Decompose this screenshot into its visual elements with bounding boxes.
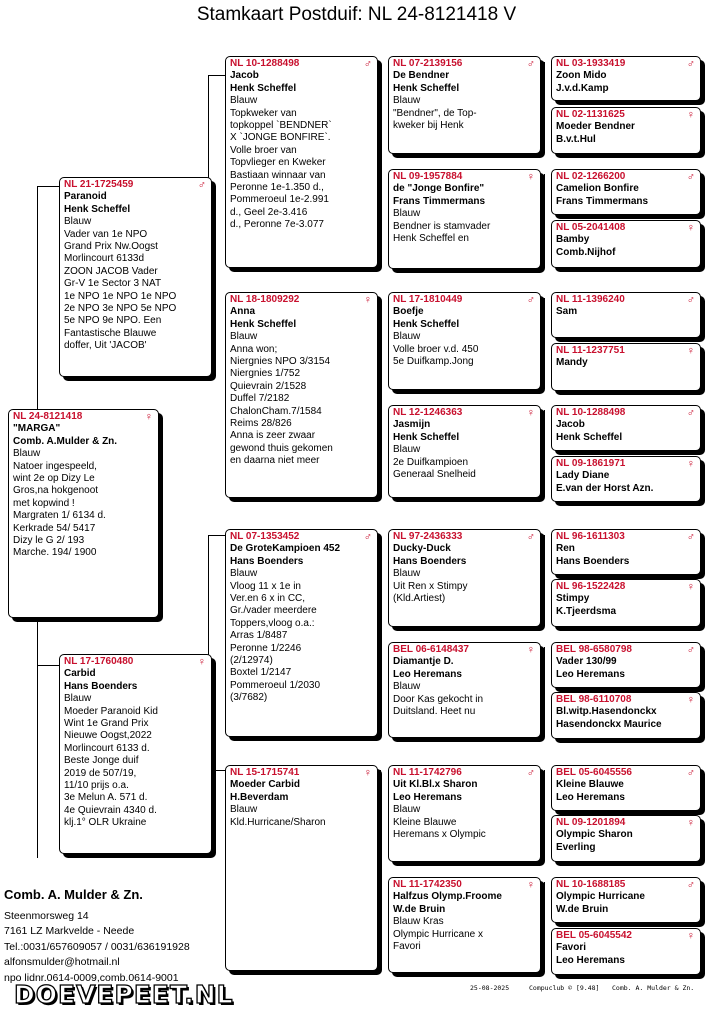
- connector: [208, 535, 225, 536]
- pigeon-card-gggp-6[interactable]: [551, 343, 701, 391]
- ring-number: NL 10-1688185: [556, 879, 626, 890]
- pigeon-description: Bendner is stamvader Henk Scheffel en: [393, 220, 491, 245]
- page-title: Stamkaart Postduif: NL 24-8121418 V: [196, 4, 517, 25]
- pigeon-name: Bl.witp.Hasendonckx: [556, 706, 657, 718]
- pigeon-card-gggp-16[interactable]: [551, 928, 701, 975]
- pigeon-owner: Leo Heremans: [556, 954, 625, 966]
- ring-number: NL 21-1725459: [64, 179, 134, 190]
- pigeon-owner: Hans Boenders: [64, 680, 138, 692]
- ring-number: NL 10-1288498: [556, 407, 626, 418]
- pigeon-name: Halfzus Olymp.Froome: [393, 891, 502, 903]
- connector: [208, 75, 225, 76]
- sex-symbol: ♀: [526, 879, 535, 891]
- pigeon-owner: Hans Boenders: [393, 555, 467, 567]
- pigeon-name: Camelion Bonfire: [556, 183, 639, 195]
- pigeon-name: Ducky-Duck: [393, 543, 451, 555]
- sex-symbol: ♀: [686, 222, 695, 234]
- pigeon-description: Natoer ingespeeld, wint 2e op Dizy Le Gros,na hokgenoot met kopwind ! Margraten 1/ 6134 d. Kerkrade 54/ 5417 Dizy le G 2/ 193 Marche. 194/ 1900: [13, 460, 106, 559]
- ring-number: BEL 98-6110708: [556, 694, 632, 705]
- footer-software: Compuclub © [9.48]: [529, 984, 600, 992]
- pigeon-owner: Henk Scheffel: [230, 82, 297, 94]
- ring-number: NL 05-2041408: [556, 222, 626, 233]
- pigeon-card-ggp-6[interactable]: [388, 642, 541, 738]
- pigeon-owner: Henk Scheffel: [393, 318, 460, 330]
- connector: [544, 298, 545, 346]
- sex-symbol: ♂: [686, 407, 695, 419]
- pigeon-color: Blauw: [393, 681, 421, 693]
- connector: [37, 186, 38, 412]
- connector: [544, 647, 545, 695]
- pigeon-name: Kleine Blauwe: [556, 779, 624, 791]
- pigeon-owner: Henk Scheffel: [230, 318, 297, 330]
- pigeon-color: Blauw: [64, 693, 92, 705]
- pigeon-name: De GroteKampioen 452: [230, 543, 341, 555]
- pigeon-description: Volle broer v.d. 450 5e Duifkamp.Jong: [393, 343, 479, 368]
- connector: [544, 410, 545, 458]
- pigeon-name: Anna: [230, 306, 255, 318]
- pigeon-owner: Leo Heremans: [556, 668, 625, 680]
- pigeon-name: Diamantje D.: [393, 656, 454, 668]
- sex-symbol: ♂: [526, 294, 535, 306]
- pigeon-card-gggp-9[interactable]: [551, 529, 701, 575]
- sex-symbol: ♀: [526, 171, 535, 183]
- pigeon-description: "Bendner", de Top- kweker bij Henk: [393, 107, 477, 132]
- pigeon-card-gf-maternal[interactable]: [225, 529, 378, 737]
- ring-number: NL 11-1237751: [556, 345, 625, 356]
- breeder-club: Comb. A. Mulder & Zn.: [4, 887, 143, 902]
- pigeon-card-gggp-5[interactable]: [551, 292, 701, 338]
- sex-symbol: ♂: [686, 531, 695, 543]
- breeder-info: [4, 887, 219, 986]
- pigeon-card-gm-paternal[interactable]: [225, 292, 378, 498]
- pigeon-card-gggp-11[interactable]: [551, 642, 701, 688]
- ring-number: NL 24-8121418: [13, 411, 83, 422]
- ring-number: BEL 98-6580798: [556, 644, 632, 655]
- pigeon-description: Anna won; Niergnies NPO 3/3154 Niergnies 1/752 Quievrain 2/1528 Duffel 7/2182 ChalonCham.7/1584 Reims 28/826 Anna is zeer zwaar gewond thuis gekomen en daarna niet meer: [230, 343, 333, 467]
- sex-symbol: ♂: [363, 58, 372, 70]
- connector: [544, 174, 545, 222]
- pigeon-owner: E.van der Horst Azn.: [556, 482, 654, 494]
- pigeon-color: Blauw: [393, 331, 421, 343]
- connector: [380, 298, 381, 408]
- ring-number: NL 11-1396240: [556, 294, 625, 305]
- ring-number: NL 02-1131625: [556, 109, 625, 120]
- sex-symbol: ♀: [686, 930, 695, 942]
- breeder-npo: npo lidnr.0614-0009,comb.0614-9001: [4, 971, 179, 984]
- pigeon-color: Blauw: [64, 216, 92, 228]
- pigeon-name: Bamby: [556, 234, 590, 246]
- doevepeet-logo: DOEVEPEET.NL: [14, 980, 234, 1009]
- pigeon-card-ggp-4[interactable]: [388, 405, 541, 498]
- pigeon-owner: Frans Timmermans: [556, 195, 649, 207]
- pigeon-card-gggp-1[interactable]: [551, 56, 701, 101]
- sex-symbol: ♂: [686, 644, 695, 656]
- sex-symbol: ♀: [686, 581, 695, 593]
- pigeon-description: Uit Ren x Stimpy (Kld.Artiest): [393, 580, 468, 605]
- pigeon-name: Ren: [556, 543, 575, 555]
- pigeon-color: Blauw: [230, 568, 258, 580]
- sex-symbol: ♀: [686, 345, 695, 357]
- sex-symbol: ♀: [144, 411, 153, 423]
- sex-symbol: ♂: [686, 767, 695, 779]
- sex-symbol: ♀: [197, 656, 206, 668]
- ring-number: NL 09-1201894: [556, 817, 626, 828]
- pigeon-name: Zoon Mido: [556, 70, 607, 82]
- sex-symbol: ♀: [363, 767, 372, 779]
- pigeon-owner: J.v.d.Kamp: [556, 82, 609, 94]
- pigeon-name: Jacob: [230, 70, 259, 82]
- connector: [380, 535, 381, 645]
- connector: [544, 62, 545, 110]
- connector: [37, 618, 38, 858]
- sex-symbol: ♂: [197, 179, 206, 191]
- pigeon-card-ggp-2[interactable]: [388, 169, 541, 269]
- sex-symbol: ♀: [686, 817, 695, 829]
- breeder-street: Steenmorsweg 14: [4, 909, 89, 922]
- pigeon-name: Olympic Sharon: [556, 829, 633, 841]
- pigeon-owner: Leo Heremans: [393, 791, 462, 803]
- sex-symbol: ♂: [686, 171, 695, 183]
- pigeon-name: Jacob: [556, 419, 585, 431]
- pigeon-card-gggp-14[interactable]: [551, 815, 701, 862]
- sex-symbol: ♂: [686, 879, 695, 891]
- pigeon-color: Blauw: [13, 448, 41, 460]
- sex-symbol: ♂: [686, 58, 695, 70]
- pigeon-color: Blauw: [230, 331, 258, 343]
- ring-number: NL 09-1957884: [393, 171, 463, 182]
- pigeon-description: Vloog 11 x 1e in Ver.en 6 x in CC, Gr./vader meerdere Toppers,vloog o.a.: Arras 1/8487 Peronne 1/2246 (2/12974) Boxtel 1/2147 Pommeroeul 1/2030 (3/7682): [230, 580, 321, 704]
- sex-symbol: ♂: [363, 531, 372, 543]
- pigeon-color: Blauw: [393, 804, 421, 816]
- ring-number: NL 07-1353452: [230, 531, 300, 542]
- ring-number: NL 96-1611303: [556, 531, 625, 542]
- sex-symbol: ♀: [526, 407, 535, 419]
- ring-number: NL 10-1288498: [230, 58, 300, 69]
- pigeon-card-father[interactable]: [59, 177, 212, 377]
- ring-number: NL 18-1809292: [230, 294, 300, 305]
- pigeon-description: Topkweker van topkoppel `BENDNER` X `JONGE BONFIRE`. Volle broer van Topvlieger en Kweker Bastiaan winnaar van Peronne 1e-1.350 d., Pommeroeul 1e-2.991 d., Geel 2e-3.416 d., Peronne 7e-3.077: [230, 107, 332, 231]
- pigeon-name: Moeder Bendner: [556, 121, 635, 133]
- pigeon-color: Blauw: [393, 208, 421, 220]
- pigeon-name: Jasmijn: [393, 419, 431, 431]
- pigeon-description: Moeder Paranoid Kid Wint 1e Grand Prix Nieuwe Oogst,2022 Morlincourt 6133 d. Beste Jonge duif 2019 de 507/19, 11/10 prijs o.a. 3e Melun A. 571 d. 4e Quievrain 4340 d. klj.1° OLR Ukraine: [64, 705, 158, 829]
- ring-number: NL 09-1861971: [556, 458, 626, 469]
- sex-symbol: ♂: [686, 294, 695, 306]
- pigeon-card-gggp-10[interactable]: [551, 579, 701, 627]
- sex-symbol: ♀: [686, 694, 695, 706]
- ring-number: NL 11-1742350: [393, 879, 462, 890]
- pigeon-card-gggp-7[interactable]: [551, 405, 701, 451]
- pigeon-name: Boefje: [393, 306, 424, 318]
- connector: [380, 75, 381, 175]
- pigeon-card-subject[interactable]: [8, 409, 159, 618]
- sex-symbol: ♀: [686, 458, 695, 470]
- ring-number: NL 11-1742796: [393, 767, 462, 778]
- pigeon-name: Vader 130/99: [556, 656, 617, 668]
- pigeon-name: Stimpy: [556, 593, 590, 605]
- pigeon-card-ggp-3[interactable]: [388, 292, 541, 390]
- pigeon-name: Lady Diane: [556, 470, 610, 482]
- connector: [37, 186, 59, 187]
- sex-symbol: ♀: [526, 644, 535, 656]
- pigeon-owner: B.v.t.Hul: [556, 133, 596, 145]
- pigeon-name: Moeder Carbid: [230, 779, 301, 791]
- pigeon-owner: Henk Scheffel: [64, 203, 131, 215]
- pigeon-card-gggp-8[interactable]: [551, 456, 701, 502]
- pigeon-card-ggp-8[interactable]: [388, 877, 541, 973]
- pigeon-owner: Comb.Nijhof: [556, 246, 616, 258]
- pigeon-owner: Henk Scheffel: [393, 431, 460, 443]
- pigeon-card-ggp-5[interactable]: [388, 529, 541, 627]
- ring-number: NL 15-1715741: [230, 767, 300, 778]
- pigeon-color: Blauw Kras: [393, 916, 444, 928]
- pigeon-owner: Leo Heremans: [556, 791, 625, 803]
- pigeon-name: De Bendner: [393, 70, 450, 82]
- pigeon-name: Favori: [556, 942, 587, 954]
- pigeon-card-gggp-15[interactable]: [551, 877, 701, 923]
- pigeon-color: Blauw: [230, 95, 258, 107]
- pigeon-name: Uit Kl.Bl.x Sharon: [393, 779, 478, 791]
- ring-number: NL 03-1933419: [556, 58, 626, 69]
- pigeon-owner: W.de Bruin: [556, 903, 609, 915]
- pigeon-color: Blauw: [393, 444, 421, 456]
- pigeon-card-gggp-4[interactable]: [551, 220, 701, 268]
- sex-symbol: ♂: [526, 767, 535, 779]
- ring-number: BEL 05-6045542: [556, 930, 632, 941]
- pigeon-description: Kld.Hurricane/Sharon: [230, 816, 326, 828]
- ring-number: NL 02-1266200: [556, 171, 626, 182]
- connector: [380, 770, 381, 882]
- pigeon-owner: Henk Scheffel: [393, 82, 460, 94]
- pigeon-name: Mandy: [556, 357, 588, 369]
- pigeon-color: Blauw: [230, 804, 258, 816]
- pigeon-description: Door Kas gekocht in Duitsland. Heet nu: [393, 693, 484, 718]
- sex-symbol: ♀: [363, 294, 372, 306]
- ring-number: BEL 06-6148437: [393, 644, 469, 655]
- pigeon-owner: Henk Scheffel: [556, 431, 623, 443]
- pigeon-color: Blauw: [393, 95, 421, 107]
- pigeon-card-gggp-2[interactable]: [551, 107, 701, 154]
- pigeon-card-gm-maternal[interactable]: [225, 765, 378, 971]
- ring-number: NL 12-1246363: [393, 407, 463, 418]
- pigeon-owner: Everling: [556, 841, 596, 853]
- breeder-city: 7161 LZ Markvelde - Neede: [4, 925, 135, 937]
- pigeon-color: Blauw: [393, 568, 421, 580]
- pigeon-card-ggp-1[interactable]: [388, 56, 541, 154]
- ring-number: NL 97-2436333: [393, 531, 463, 542]
- breeder-phone: Tel.:0031/657609057 / 0031/636191928: [4, 940, 190, 953]
- pigeon-card-ggp-7[interactable]: [388, 765, 541, 862]
- pigeon-owner: Frans Timmermans: [393, 195, 486, 207]
- breeder-email: alfonsmulder@hotmail.nl: [4, 956, 120, 968]
- sex-symbol: ♂: [526, 58, 535, 70]
- pigeon-description: Olympic Hurricane x Favori: [393, 928, 484, 953]
- pigeon-card-mother[interactable]: [59, 654, 212, 854]
- pigeon-name: Paranoid: [64, 191, 107, 203]
- pigeon-description: Kleine Blauwe Heremans x Olympic: [393, 816, 486, 841]
- pigeon-card-gf-paternal[interactable]: [225, 56, 378, 268]
- pigeon-name: de "Jonge Bonfire": [393, 183, 485, 195]
- pigeon-card-gggp-13[interactable]: [551, 765, 701, 811]
- pigeon-owner: Leo Heremans: [393, 668, 462, 680]
- pigeon-card-gggp-3[interactable]: [551, 169, 701, 215]
- pigeon-owner: Hans Boenders: [556, 555, 630, 567]
- pigeon-owner: K.Tjeerdsma: [556, 605, 617, 617]
- pigeon-owner: Comb. A.Mulder & Zn.: [13, 435, 118, 447]
- connector: [544, 770, 545, 818]
- pigeon-name: Olympic Hurricane: [556, 891, 645, 903]
- pigeon-name: Carbid: [64, 668, 96, 680]
- footer-owner: Comb. A. Mulder & Zn.: [612, 984, 695, 992]
- pigeon-name: Sam: [556, 306, 578, 318]
- pigeon-description: Vader van 1e NPO Grand Prix Nw.Oogst Morlincourt 6133d ZOON JACOB Vader Gr-V 1e Sector 3 NAT 1e NPO 1e NPO 1e NPO 2e NPO 3e NPO 5e NPO 5e NPO 9e NPO. Een Fantastische Blauwe doffer, Uit 'JACOB': [64, 228, 177, 352]
- ring-number: NL 96-1522428: [556, 581, 626, 592]
- pigeon-owner: H.Beverdam: [230, 791, 289, 803]
- pigeon-owner: W.de Bruin: [393, 903, 446, 915]
- connector: [544, 882, 545, 930]
- pigeon-description: 2e Duifkampioen Generaal Snelheid: [393, 456, 476, 481]
- ring-number: BEL 05-6045556: [556, 767, 632, 778]
- connector: [544, 535, 545, 583]
- pigeon-owner: Hasendonckx Maurice: [556, 718, 662, 730]
- footer-date: 25-08-2025: [470, 984, 510, 992]
- ring-number: NL 07-2139156: [393, 58, 463, 69]
- sex-symbol: ♀: [686, 109, 695, 121]
- sex-symbol: ♂: [526, 531, 535, 543]
- connector: [37, 665, 59, 666]
- pigeon-card-gggp-12[interactable]: [551, 692, 701, 739]
- ring-number: NL 17-1810449: [393, 294, 463, 305]
- ring-number: NL 17-1760480: [64, 656, 134, 667]
- pigeon-name: "MARGA": [13, 423, 61, 435]
- pigeon-owner: Hans Boenders: [230, 555, 304, 567]
